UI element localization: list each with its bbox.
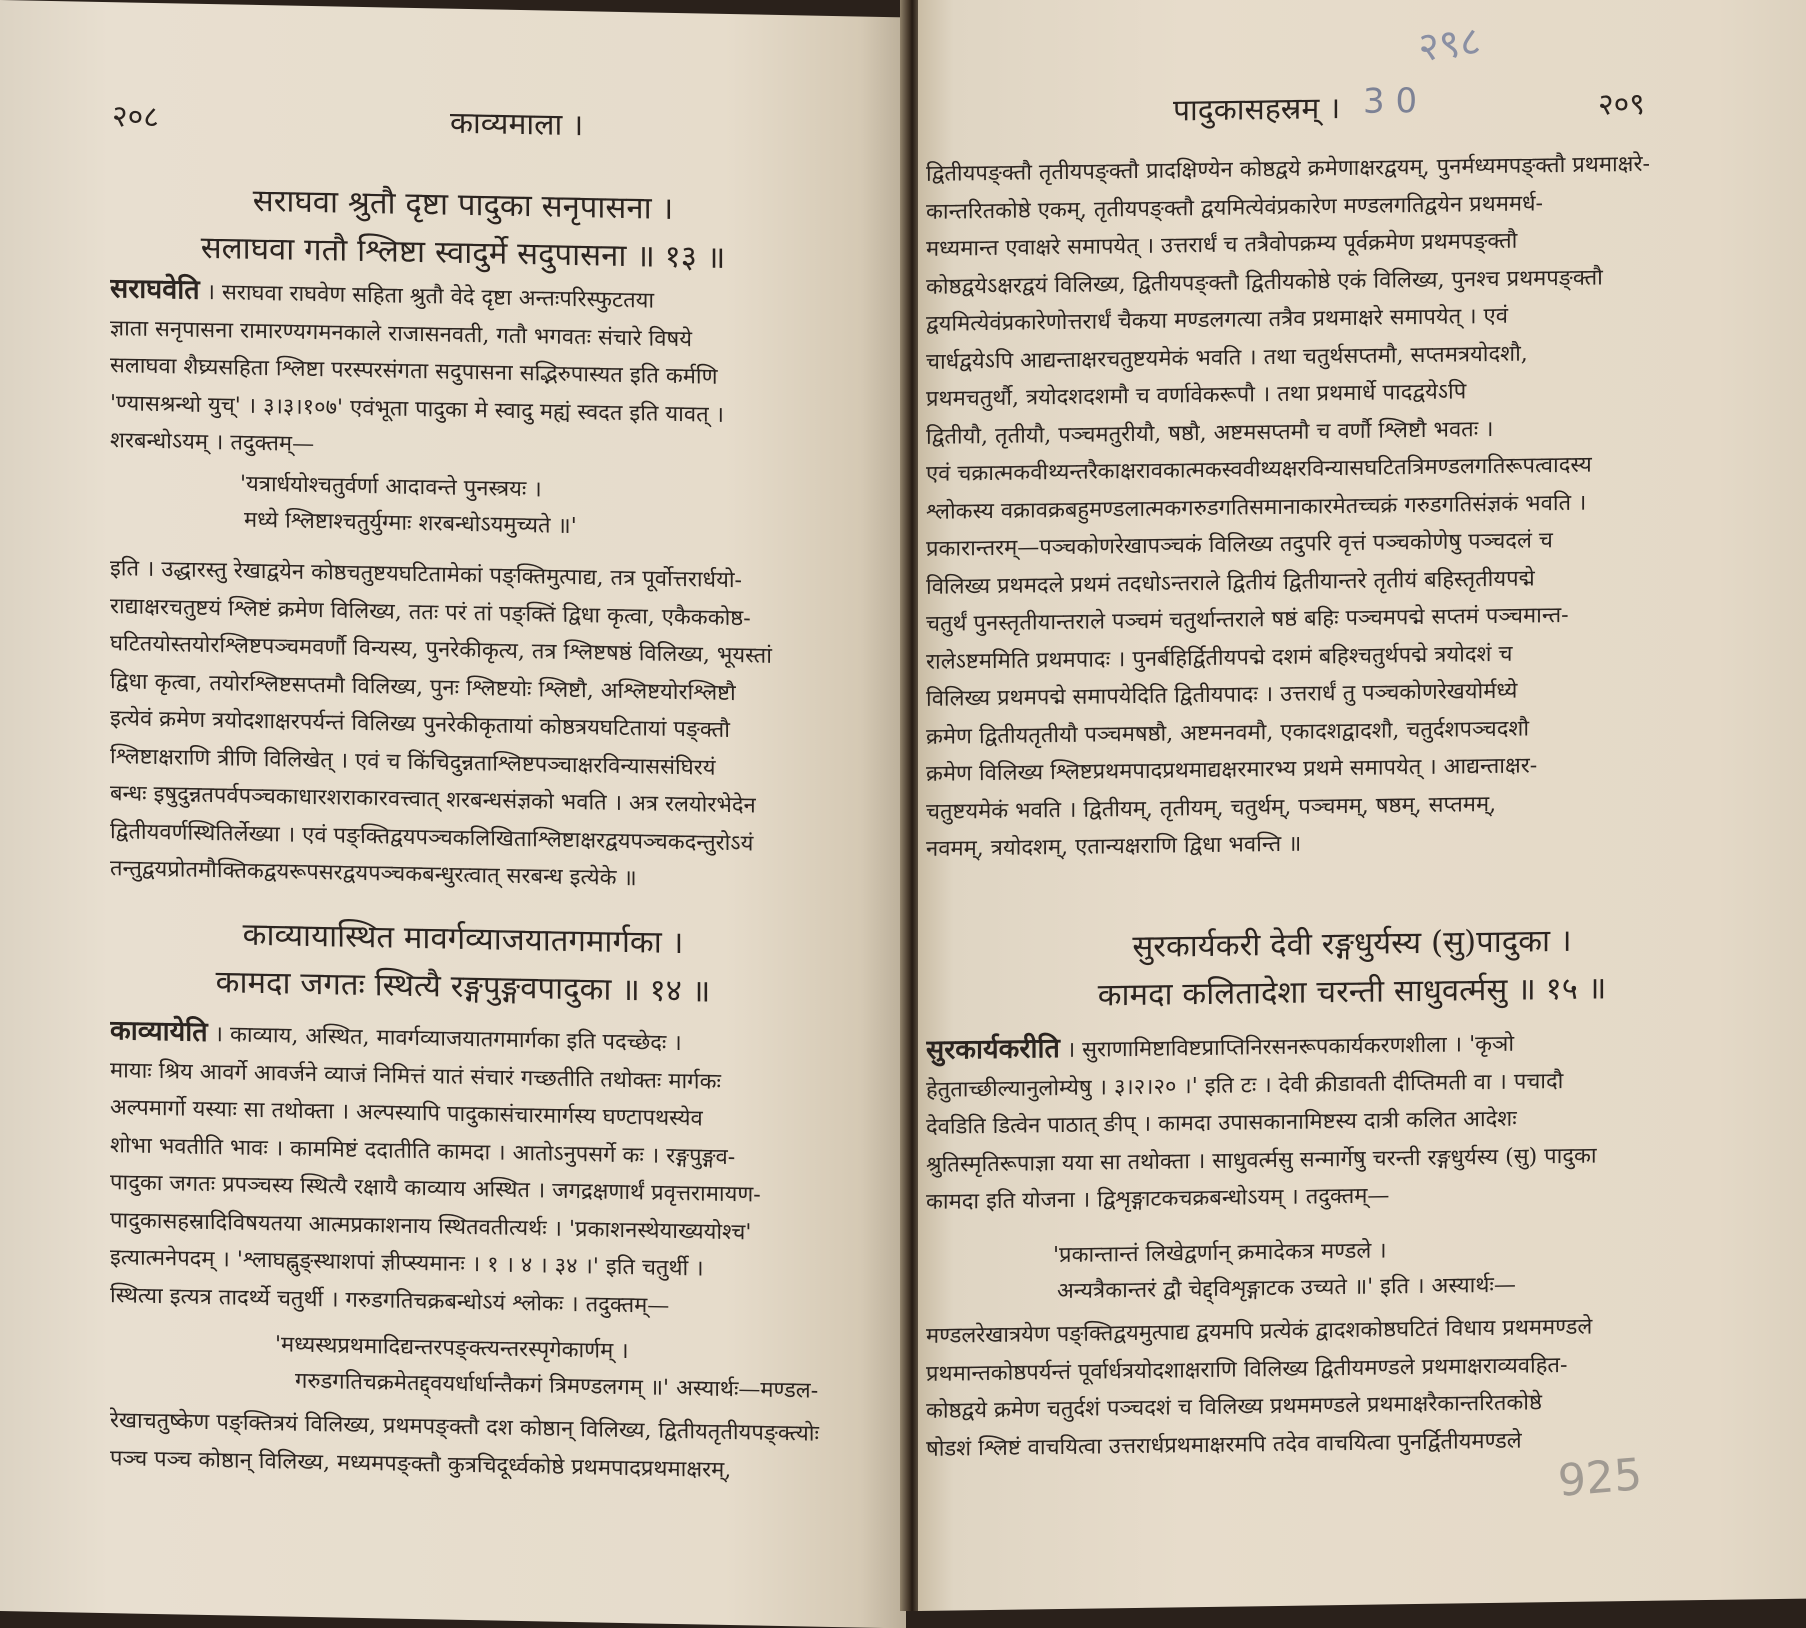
explanation-line: इत्येवं क्रमेण त्रयोदशाक्षरपर्यन्तं विलिख्य पुनरेकीकृतायां कोष्ठत्रयघटितायां पङ्क्तौ [110, 706, 730, 744]
verse-15 [938, 914, 1766, 1022]
explanation-14-continued [926, 144, 1746, 868]
handwritten-header-number: 3 0 [1363, 81, 1418, 122]
left-running-title: काव्यमाला । [450, 105, 584, 144]
explanation-line: श्लोकस्य वक्रावक्रबहुमण्डलात्मकगरुडगतिसमानाकारमेतच्चक्रं गरुडगतिसंज्ञकं भवति । [926, 490, 1587, 525]
commentary-line: इत्यात्मनेपदम् । 'श्लाघह्नुङ्स्थाशपां ज्ञीप्स्यमानः । १ । ४ । ३४ ।' इति चतुर्थी । [110, 1245, 704, 1282]
handwritten-annotation-top: २९८ [1416, 18, 1483, 72]
explanation-line: द्वितीयपङ्क्तौ तृतीयपङ्क्तौ प्रादक्षिण्येन कोष्ठद्वये क्रमेणाक्षरद्वयम्, पुनर्मध्यमपङ्क्तौ प्रथमाक्षरे- [926, 151, 1650, 187]
explanation-line: चतुर्थं पुनस्तृतीयान्तराले पञ्चमं चतुर्थान्तराले षष्ठं बहिः पञ्चमपद्मे सप्तमं पञ्चमान्त- [926, 602, 1569, 637]
explanation-line: षोडशं श्लिष्टं वाचयित्वा उत्तरार्धप्रथमाक्षरमपि तदेव वाचयित्वा पुनर्द्वितीयमण्डले [926, 1428, 1522, 1462]
explanation-line: द्वितीयवर्णस्थितिर्लेख्या । एवं पङ्क्तिद्वयपञ्चकलिखिताश्लिष्टाक्षरद्वयपञ्चकदन्तुरोऽयं [110, 818, 754, 856]
explanation-line: मध्यमान्त एवाक्षरे समापयेत् । उत्तरार्धं च तत्रैवोपक्रम्य पूर्वक्रमेण प्रथमपङ्क्तौ [926, 228, 1518, 262]
explanation-line: क्रमेण विलिख्य श्लिष्टप्रथमपादप्रथमाद्यक्षरमारभ्य प्रथमे समापयेत् । आद्यन्ताक्षर- [926, 753, 1538, 787]
quote-15 [1053, 1228, 1766, 1310]
commentary-line: । सराघवा राघवेण सहिता श्रुतौ वेदे दृष्टा अन्तःपरिस्फुटतया [206, 279, 655, 314]
explanation-line: एवं चक्रात्मकवीथ्यन्तरैकाक्षरावकात्मकस्ववीथ्यक्षरविन्यासघटितत्रिमण्डलगतिरूपत्वादस्य [926, 452, 1592, 487]
explanation-line: द्वितीयौ, तृतीयौ, पञ्चमतुरीयौ, षष्ठौ, अष्टमसप्तमौ च वर्णौ श्लिष्टौ भवतः । [926, 416, 1494, 450]
explanation-line: चार्धद्वयेऽपि आद्यन्ताक्षरचतुष्टयमेकं भवति । तथा चतुर्थसप्तमौ, सप्तमत्रयोदशौ, [926, 340, 1528, 375]
handwritten-annotation-bottom: 925 [1556, 1449, 1644, 1507]
commentary-line: शोभा भवतीति भावः । काममिष्टं ददातीति कामदा । आतोऽनुपसर्गे कः । रङ्गपुङ्गव- [110, 1132, 736, 1170]
commentary-15 [926, 1020, 1746, 1221]
explanation-14 [110, 1402, 884, 1492]
commentary-line: शरबन्धोऽयम् । तदुक्तम्— [110, 428, 315, 458]
commentary-line: देवडिति डित्वेन पाठात् ङीप् । कामदा उपासकानामिष्टस्य दात्री कलित आदेशः [926, 1106, 1517, 1140]
quote-13 [240, 467, 866, 551]
explanation-line: मण्डलरेखात्रयेण पङ्क्तिद्वयमुत्पाद्य द्वयमपि प्रत्येकं द्वादशकोष्ठघटितं विधाय प्रथममण्डले [926, 1314, 1593, 1349]
right-page-number: २०९ [1598, 86, 1645, 123]
explanation-line: प्रथमान्तकोष्ठपर्यन्तं पूर्वार्धत्रयोदशाक्षराणि विलिख्य द्वितीयमण्डले प्रथमाक्षराव्यवहित- [926, 1352, 1568, 1387]
right-running-title: पादुकासहस्रम् । [1173, 91, 1341, 129]
explanation-line: प्रथमचतुर्थौ, त्रयोदशदशमौ च वर्णावेकरूपौ । तथा प्रथमार्धे पादद्वयेऽपि [926, 379, 1467, 412]
commentary-line: श्रुतिस्मृतिरूपाज्ञा यया सा तथोक्ता । साधुवर्त्मसु सन्मार्गेषु चरन्ती रङ्गधुर्यस्य (सु) पादुका [926, 1143, 1597, 1178]
verse-line: कामदा कलितादेशा चरन्ती साधुवर्त्मसु ॥ १५ ॥ [1097, 970, 1607, 1014]
quote-line: मध्ये श्लिष्टाश्चतुर्युग्माः शरबन्धोऽयमुच्यते ॥' [244, 507, 577, 540]
explanation-line: इति । उद्धारस्तु रेखाद्वयेन कोष्ठचतुष्टयघटितामेकां पङ्क्तिमुत्पाद्य, तत्र पूर्वोत्तरार्धयो- [110, 556, 742, 594]
commentary-13 [110, 270, 884, 474]
explanation-line: नवमम्, त्रयोदशम्, एतान्यक्षराणि द्विधा भवन्ति ॥ [926, 831, 1302, 862]
explanation-line: कोष्ठद्वये क्रमेण चतुर्दशं पञ्चदशं च विलिख्य प्रथममण्डले प्रथमाक्षरैकान्तरितकोष्ठे [926, 1390, 1542, 1424]
right-page [918, 0, 1806, 1611]
explanation-line: तन्तुद्वयप्रोतमौक्तिकद्वयरूपसरद्वयपञ्चकबन्धुरत्वात् सरबन्ध इत्येके ॥ [110, 856, 637, 892]
explanation-line: विलिख्य प्रथमदले प्रथमं तदधोऽन्तराले द्वितीयं द्वितीयान्तरे तृतीयं बहिस्तृतीयपद्मे [926, 565, 1535, 600]
quote-line: अन्यत्रैकान्तरं द्वौ चेद्द्विशृङ्गाटक उच्यते ॥' इति । अस्यार्थः— [1057, 1272, 1516, 1305]
explanation-line: रेखाचतुष्केण पङ्क्तित्रयं विलिख्य, प्रथमपङ्क्तौ दश कोष्ठान् विलिख्य, द्वितीयतृतीयपङ्क्त्योः [110, 1408, 819, 1447]
commentary-lemma: सुरकार्यकरीति [926, 1033, 1060, 1066]
explanation-line: चतुष्टयमेकं भवति । द्वितीयम्, तृतीयम्, चतुर्थम्, पञ्चमम्, षष्ठम्, सप्तमम्, [926, 791, 1497, 825]
commentary-line: । काव्याय, अस्थित, मावर्गव्याजयातगमार्गका इति पदच्छेदः । [214, 1022, 682, 1057]
commentary-line: अल्पमार्गो यस्याः सा तथोक्ता । अल्पस्यापि पादुकासंचारमार्गस्य घण्टापथस्येव [110, 1095, 703, 1132]
explanation-line: प्रकारान्तरम्—पञ्चकोणरेखापञ्चकं विलिख्य तदुपरि वृत्तं पञ्चकोणेषु पञ्चदलं च [926, 528, 1553, 562]
commentary-line: सलाघवा शैघ्र्यसहिता श्लिष्टा परस्परसंगता सदुपासना सद्भिरुपास्यत इति कर्मणि [110, 353, 718, 390]
left-page-number: २०८ [112, 99, 159, 136]
verse-line: कामदा जगतः स्थित्यै रङ्गपुङ्गवपादुका ॥ १४ ॥ [215, 964, 711, 1010]
quote-14 [275, 1327, 884, 1411]
explanation-line: विलिख्य प्रथमपद्मे समापयेदिति द्वितीयपादः । उत्तरार्धं तु पञ्चकोणरेखयोर्मध्ये [926, 678, 1518, 712]
explanation-line: पञ्च पञ्च कोष्ठान् विलिख्य, मध्यमपङ्क्तौ कुत्रचिदूर्ध्वकोष्ठे प्रथमपादप्रथमाक्षरम्, [110, 1445, 732, 1483]
commentary-line: पादुकासहस्रादिविषयतया आत्मप्रकाशनाय स्थितवतीत्यर्थः । 'प्रकाशनस्थेयाख्ययोश्च' [110, 1207, 752, 1245]
explanation-line: बन्धः इषुदुन्नतपर्वपञ्चकाधारशराकारवत्त्वात् शरबन्धसंज्ञको भवति । अत्र रलयोरभेदेन [110, 781, 756, 819]
explanation-15 [926, 1306, 1746, 1467]
commentary-line: कामदा इति योजना । द्विशृङ्गाटकचक्रबन्धोऽयम् । तदुक्तम्— [926, 1183, 1390, 1215]
explanation-line: क्रमेण द्वितीयतृतीयौ पञ्चमषष्ठौ, अष्टमनवमौ, एकादशद्वादशौ, चतुर्दशपञ्चदशौ [926, 715, 1530, 750]
quote-line: 'मध्यस्थप्रथमादिद्यन्तरपङ्क्त्यन्तरस्पृगेकार्णम् । [275, 1332, 629, 1365]
verse-line: सराघवा श्रुतौ दृष्टा पादुका सनृपासना । [252, 182, 674, 227]
left-header [0, 92, 906, 159]
quote-line: 'यत्रार्धयोश्चतुर्वर्णा आदावन्ते पुनस्त्रयः । [240, 471, 542, 503]
explanation-line: द्विधा कृत्वा, तयोरश्लिष्टसप्तमौ विलिख्य, पुनः श्लिष्टयोः श्लिष्टौ, अश्लिष्टयोरश्लिष्टौ [110, 668, 736, 706]
explanation-line: कोष्ठद्वयेऽक्षरद्वयं विलिख्य, द्वितीयपङ्क्तौ द्वितीयकोष्ठे एकं विलिख्य, पुनश्च प्रथमपङ्क्तौ [926, 264, 1603, 300]
verse-line: सलाघवा गतौ श्लिष्टा स्वादुर्मे सदुपासना ॥ १३ ॥ [200, 229, 726, 276]
commentary-line: पादुका जगतः प्रपञ्चस्य स्थित्यै रक्षायै काव्याय अस्थित । जगद्रक्षणार्थं प्रवृत्तरामायण- [110, 1170, 761, 1208]
commentary-line: हेतुताच्छील्यानुलोम्येषु । ३।२।२० ।' इति टः । देवी क्रीडावती दीप्तिमती वा । पचादौ [926, 1068, 1564, 1103]
explanation-line: श्लिष्टाक्षराणि त्रीणि विलिखेत् । एवं च किंचिदुन्नताश्लिष्टपञ्चाक्षरविन्याससंघिरयं [110, 743, 716, 781]
explanation-line: रालेऽष्टममिति प्रथमपादः । पुनर्बहिर्द्वितीयपद्मे दशमं बहिश्चतुर्थपद्मे त्रयोदशं च [926, 641, 1513, 675]
explanation-line: द्वयमित्येवंप्रकारेणोत्तरार्धं चैकया मण्डलगत्या तत्रैव प्रथमाक्षरे समापयेत् । एवं [926, 303, 1508, 337]
commentary-line: ज्ञाता सनृपासना रामारण्यगमनकाले राजासनवती, गतौ भगवतः संचारे विषये [110, 315, 692, 352]
commentary-lemma: सराघवेति [110, 273, 200, 306]
quote-line: गरुडगतिचक्रमेतद्द्वयर्धार्धान्तैकगं त्रिमण्डलगम् ॥' अस्यार्थः—मण्डल- [295, 1368, 819, 1404]
explanation-line: घटितयोस्तयोरश्लिष्टपञ्चमवर्णौ विन्यस्य, पुनरेकीकृत्य, तत्र श्लिष्टषष्ठं विलिख्य, भूयस्तां [110, 631, 772, 669]
commentary-14 [110, 1012, 884, 1329]
verse-13 [60, 173, 866, 284]
commentary-line: 'ण्यासश्रन्थो युच्' । ३।३।१०७' एवंभूता पादुका मे स्वादु मह्यं स्वदत इति यावत् । [110, 390, 724, 428]
verse-line: काव्यायास्थित मावर्गव्याजयातगमार्गका । [242, 916, 684, 962]
right-header [918, 80, 1806, 142]
explanation-13 [110, 550, 884, 902]
commentary-lemma: काव्यायेति [110, 1015, 208, 1048]
explanation-line: कान्तरितकोष्ठे एकम्, तृतीयपङ्क्तौ द्वयमित्येवंप्रकारेण मण्डलगतिद्वयेन प्रथममर्ध- [926, 190, 1543, 225]
commentary-line: । सुराणामिष्टाविष्टप्राप्तिनिरसनरूपकार्यकरणशीला । 'कृञो [1066, 1031, 1515, 1063]
commentary-line: स्थित्या इत्यत्र तादर्थ्ये चतुर्थी । गरुडगतिचक्रबन्धोऽयं श्लोकः । तदुक्तम्— [110, 1282, 670, 1319]
explanation-line: राद्याक्षरचतुष्टयं श्लिष्टं क्रमेण विलिख्य, ततः परं तां पङ्क्तिं द्विधा कृत्वा, एकैककोष्ठ- [110, 593, 751, 631]
verse-line: सुरकार्यकरी देवी रङ्गधुर्यस्य (सु)पादुका । [1132, 922, 1572, 966]
commentary-line: मायाः श्रिय आवर्गे आवर्जने व्याजं निमित्तं यातं संचारं गच्छतीति तथोक्तः मार्गकः [110, 1057, 721, 1095]
quote-line: 'प्रकान्तान्तं लिखेद्वर्णान् क्रमादेकत्र मण्डले । [1053, 1238, 1387, 1269]
verse-14 [60, 907, 866, 1018]
